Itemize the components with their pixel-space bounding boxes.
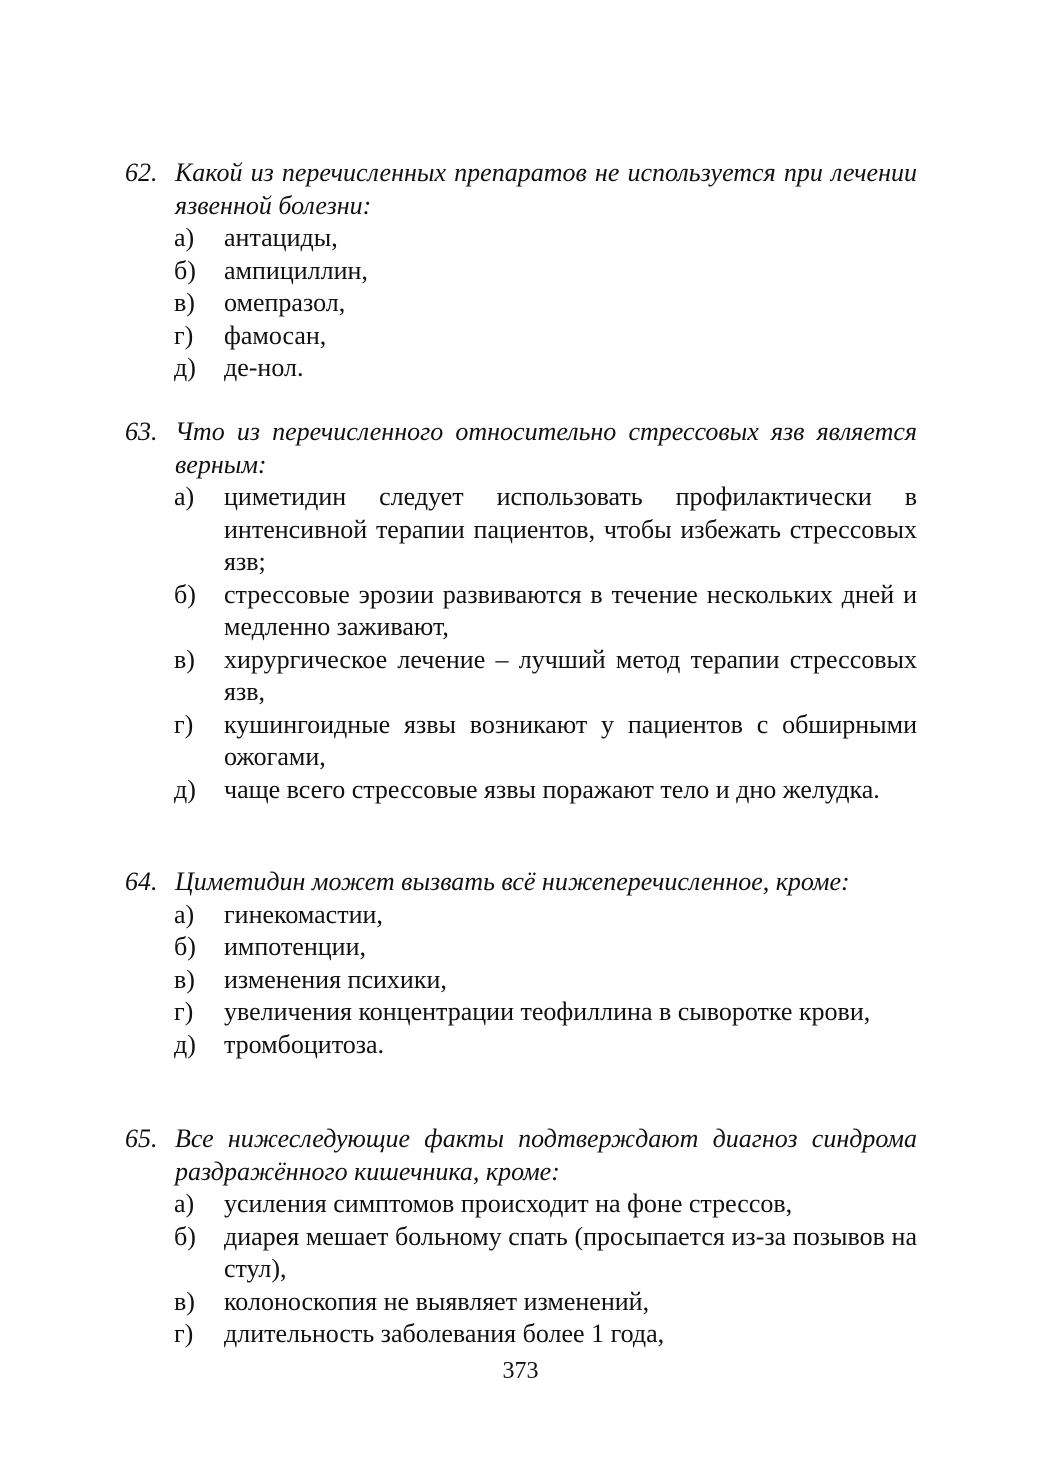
question-stem (125, 866, 917, 899)
option-text: де-нол. (224, 353, 304, 382)
answer-option (125, 709, 917, 774)
option-text: антациды, (224, 223, 338, 252)
question-text: Что из перечисленного относительно стрессовых язв является верным: (175, 417, 917, 479)
question-text: Какой из перечисленных препаратов не используется при лечении язвенной болезни: (175, 158, 917, 220)
answer-option (125, 1188, 917, 1221)
answer-option (125, 996, 917, 1029)
question-stem (125, 416, 917, 481)
question-stem (125, 157, 917, 222)
option-text: усиления симптомов происходит на фоне стрессов, (224, 1189, 793, 1218)
option-text: фамосан, (224, 320, 327, 350)
question-number: 63. (125, 417, 158, 446)
option-text: циметидин следует использовать профилактически в интенсивной терапии пациентов, чтобы избежать стрессовых язв; (224, 482, 917, 576)
question-65 (125, 1123, 917, 1351)
option-text: чаще всего стрессовые язвы поражают тело и дно желудка. (224, 774, 880, 804)
answer-option (125, 579, 917, 644)
option-letter: а) (174, 1189, 195, 1218)
option-text: гинекомастии, (224, 899, 383, 929)
option-text: импотенции, (224, 932, 366, 961)
answer-option (125, 1286, 917, 1319)
option-letter: г) (174, 320, 194, 350)
option-text: кушингоидные язвы возникают у пациентов с обширными ожогами, (224, 709, 917, 771)
option-text: стрессовые эрозии развиваются в течение нескольких дней и медленно заживают, (224, 579, 917, 641)
answer-option (125, 644, 917, 709)
answer-options (125, 899, 917, 1062)
answer-options (125, 1188, 917, 1351)
option-letter: в) (174, 1286, 195, 1316)
answer-option (125, 320, 917, 353)
option-letter: в) (174, 964, 195, 994)
answer-option (125, 287, 917, 320)
option-text: хирургическое лечение – лучший метод терапии стрессовых язв, (224, 644, 917, 706)
answer-option (125, 1318, 917, 1351)
answer-option (125, 931, 917, 964)
question-62 (125, 157, 917, 385)
answer-option (125, 774, 917, 807)
option-text: тромбоцитоза. (224, 1029, 385, 1059)
page-number: 373 (502, 1358, 539, 1384)
option-letter: в) (174, 288, 195, 317)
option-letter: б) (174, 255, 196, 285)
question-number: 64. (125, 867, 158, 896)
option-letter: в) (174, 644, 195, 674)
question-text: Все нижеследующие факты подтверждают диагноз синдрома раздражённого кишечника, кроме: (175, 1124, 917, 1186)
option-letter: а) (174, 223, 195, 252)
question-64 (125, 866, 917, 1061)
option-letter: г) (174, 709, 194, 739)
option-letter: б) (174, 932, 196, 961)
question-stem (125, 1123, 917, 1188)
answer-option (125, 222, 917, 255)
option-letter: г) (174, 1319, 194, 1348)
option-text: колоноскопия не выявляет изменений, (224, 1286, 650, 1316)
option-letter: б) (174, 1221, 196, 1251)
answer-option (125, 255, 917, 288)
option-letter: д) (174, 774, 196, 804)
question-number: 65. (125, 1124, 158, 1153)
option-letter: д) (174, 1029, 196, 1059)
question-63 (125, 416, 917, 806)
option-letter: д) (174, 353, 196, 382)
answer-options (125, 481, 917, 806)
answer-option (125, 964, 917, 997)
option-letter: а) (174, 899, 195, 929)
option-text: ампициллин, (224, 255, 368, 285)
answer-option (125, 352, 917, 385)
option-letter: г) (174, 997, 194, 1026)
question-text: Циметидин может вызвать всё нижеперечисленное, кроме: (175, 867, 850, 896)
option-text: увеличения концентрации теофиллина в сыворотке крови, (224, 997, 871, 1026)
option-letter: б) (174, 579, 196, 609)
option-text: диарея мешает больному спать (просыпается из-за позывов на стул), (224, 1221, 917, 1283)
option-letter: а) (174, 482, 195, 511)
option-text: длительность заболевания более 1 года, (224, 1319, 665, 1348)
answer-option (125, 1029, 917, 1062)
answer-option (125, 481, 917, 579)
answer-options (125, 222, 917, 385)
option-text: омепразол, (224, 288, 346, 317)
answer-option (125, 899, 917, 932)
option-text: изменения психики, (224, 964, 447, 994)
answer-option (125, 1221, 917, 1286)
question-number: 62. (125, 158, 158, 187)
